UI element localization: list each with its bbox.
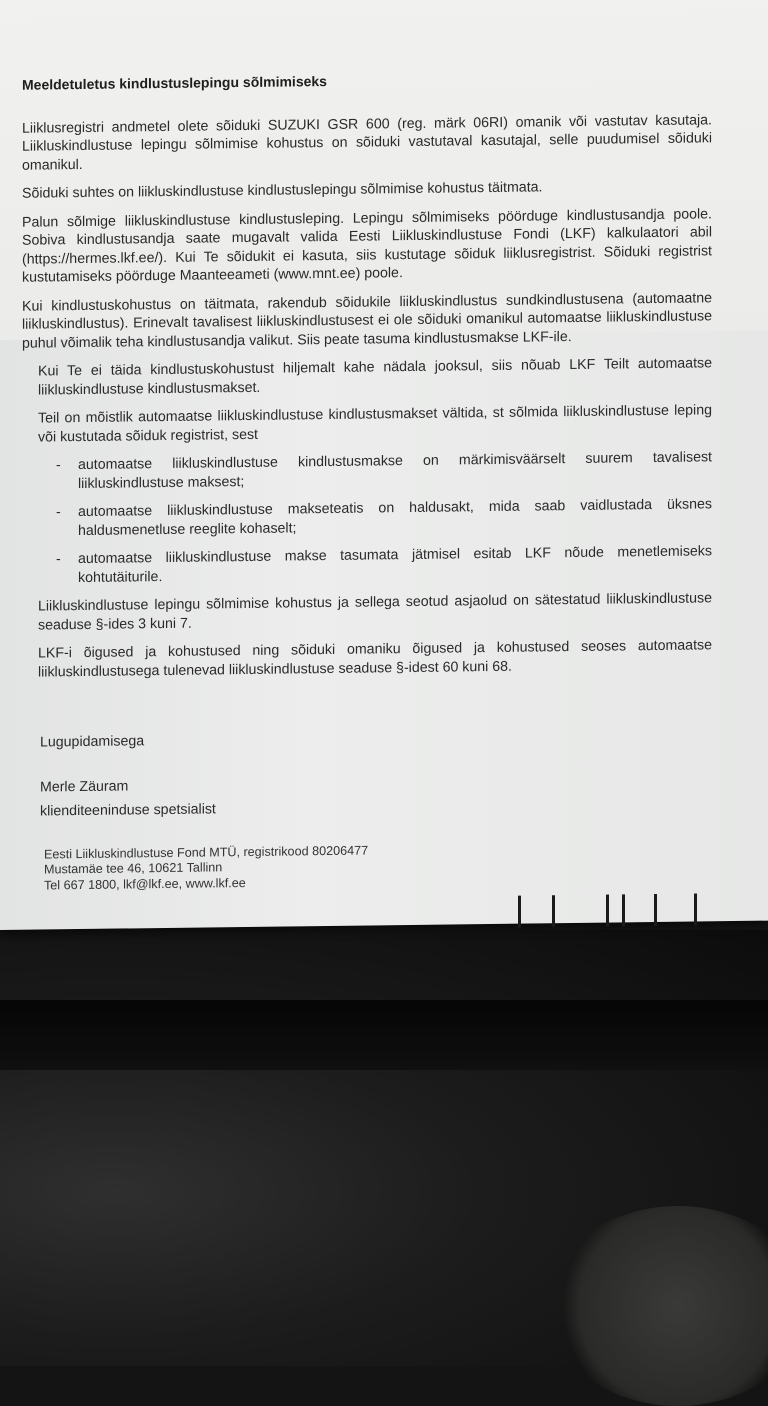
letter-footer (22, 839, 712, 894)
letter-body (22, 61, 712, 893)
bullet-dash: - (56, 551, 61, 568)
letter-lower-section (22, 354, 712, 681)
barcode-bar (518, 896, 521, 928)
barcode-bar (694, 893, 697, 925)
paragraph: Liiklusregistri andmetel olete sõiduki SUZUKI GSR 600 (reg. märk 06RI) omanik või vastutav kasutaja. Liikluskindlustuse lepingu sõlmimise kohustus on sõiduki vastutaval kasutajal, selle puudumisel sõiduki omanikul. (22, 111, 712, 174)
footer-line: Mustamäe tee 46, 10621 Tallinn (44, 860, 223, 877)
bullet-item (38, 448, 712, 493)
bullet-dash: - (56, 457, 61, 474)
letter-closing (22, 725, 712, 821)
signer-name: Merle Zäuram (40, 777, 129, 796)
bullet-text: automaatse liikluskindlustuse makse tasumata jätmisel esitab LKF nõude menetlemiseks kohtutäiturile. (78, 543, 712, 586)
background-shadow-band (0, 1000, 768, 1070)
paragraph: Kui kindlustuskohustus on täitmata, rakendub sõidukile liikluskindlustus sundkindlustusena (automaatne liikluskindlustus). Erinevalt tavalisest liikluskindlustusest ei ole sõiduki omanikul automaatse liikluskindlustuse puhul võimalik teha kindlustusandja valikut. Siis peate tasuma kindlustusmakse LKF-ile. (22, 289, 712, 352)
bullet-item (38, 542, 712, 587)
signer-title: klienditeeninduse spetsialist (40, 801, 216, 820)
paragraph: Teil on mõistlik automaatse liikluskindlustuse kindlustusmakset vältida, st sõlmida liikluskindlustuse leping või kustutada sõiduk registrist, sest (38, 402, 712, 446)
greeting: Lugupidamisega (40, 733, 145, 751)
bullet-item (38, 495, 712, 540)
paragraph: Liikluskindlustuse lepingu sõlmimise kohustus ja sellega seotud asjaolud on sätestatud liikluskindlustuse seaduse §-ides 3 kuni 7. (38, 590, 712, 634)
bullet-text: automaatse liikluskindlustuse kindlustusmakse on märkimisväärselt suurem tavalisest liikluskindlustuse maksest; (78, 449, 712, 492)
footer-line: Tel 667 1800, lkf@lkf.ee, www.lkf.ee (44, 875, 246, 892)
paragraph: Sõiduki suhtes on liikluskindlustuse kindlustuslepingu sõlmimise kohustus täitmata. (22, 179, 543, 202)
footer-line: Eesti Liikluskindlustuse Fond MTÜ, registrikood 80206477 (44, 843, 369, 861)
paragraph: Kui Te ei täida kindlustuskohustust hiljemalt kahe nädala jooksul, siis nõuab LKF Teilt automaatse liikluskindlustuse kindlustusmakset. (38, 355, 712, 399)
bullet-dash: - (56, 504, 61, 521)
postal-barcode (518, 893, 708, 927)
barcode-bar (606, 895, 609, 927)
paragraph: Palun sõlmige liikluskindlustuse kindlustusleping. Lepingu sõlmimiseks pöörduge kindlustusandja poole. Sobiva kindlustusandja saate mugavalt valida Eesti Liikluskindlustuse Fondi (LKF) kalkulaatori abil (https://hermes.lkf.ee/). Kui Te sõidukit ei kasuta, siis kustutage sõiduk liiklusregistrist. Sõiduki registrist kustutamiseks pöörduge Maanteeameti (www.mnt.ee) poole. (22, 205, 712, 286)
barcode-bar (622, 894, 625, 926)
barcode-bar (654, 894, 657, 926)
barcode-bar (552, 895, 555, 927)
letter-title: Meeldetuletus kindlustuslepingu sõlmimiseks (22, 73, 327, 93)
paragraph: LKF-i õigused ja kohustused ning sõiduki omaniku õigused ja kohustused seoses automaatse liikluskindlustusega tulenevad liikluskindlustuse seaduse §-idest 60 kuni 68. (38, 637, 712, 681)
bullet-text: automaatse liikluskindlustuse makseteatis on haldusakt, mida saab vaidlustada üksnes haldusmenetluse reeglite kohaselt; (78, 496, 712, 539)
